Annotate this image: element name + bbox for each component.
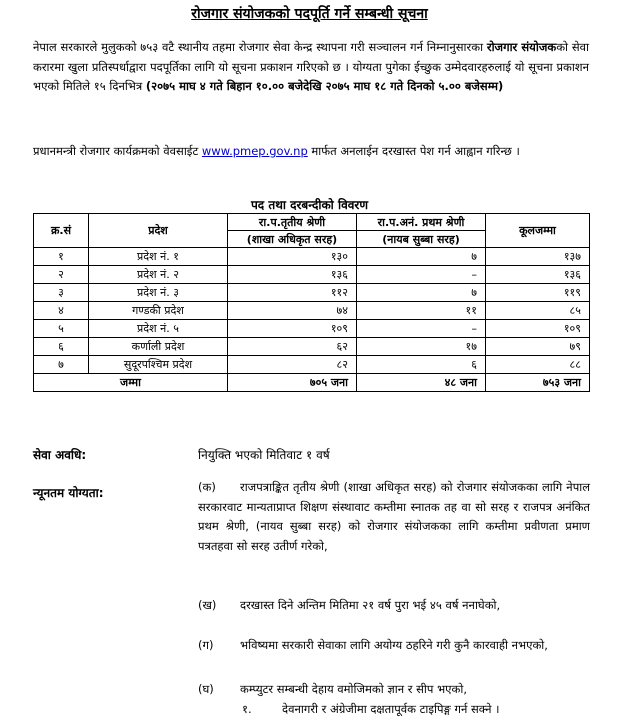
cell-nongaz: – (357, 320, 486, 338)
table-title: पद तथा दरबन्दीको विवरण (250, 198, 369, 212)
cell-third: १३६ (228, 266, 357, 284)
qualification-gha (198, 680, 590, 700)
cell-total: ८८ (486, 356, 590, 374)
cell-third: ११२ (228, 284, 357, 302)
table-row (34, 338, 590, 356)
marker-gha: (घ) (198, 682, 214, 696)
qualification-kha (198, 596, 590, 616)
text-gha: कम्प्युटर सम्बन्धी देहाय वमोजिमको ज्ञान र सीप भएको, (240, 682, 467, 696)
website-link[interactable]: www.pmep.gov.np (201, 144, 308, 158)
cell-province: प्रदेश नं. १ (89, 248, 228, 266)
cell-nongaz: ६ (357, 356, 486, 374)
qualification-ga (198, 636, 590, 656)
intro-bold-post: रोजगार संयोजक (486, 40, 557, 54)
apply-text-before: प्रधानमन्त्री रोजगार कार्यक्रमको वेवसाईट (33, 144, 202, 158)
posts-table (33, 213, 590, 392)
cell-total: ११९ (486, 284, 590, 302)
cell-third: ६२ (228, 338, 357, 356)
cell-third: १०९ (228, 320, 357, 338)
marker-kha: (ख) (198, 598, 217, 612)
header-province: प्रदेश (89, 214, 228, 248)
cell-nongaz: ७ (357, 248, 486, 266)
cell-province: प्रदेश नं. २ (89, 266, 228, 284)
service-duration-label: सेवा अवधि: (33, 448, 87, 462)
header-total: कूलजम्मा (486, 214, 590, 248)
cell-nongaz: ११ (357, 302, 486, 320)
total-third: ७०५ जना (228, 374, 357, 392)
marker-ga: (ग) (198, 638, 214, 652)
intro-text-2: को सेवा करारमा खुला प्रतिस्पर्धाद्वारा पदपूर्तिका लागि यो सूचना प्रकाशन गरिएको छ । योग्यता पुगेका ईच्छुक उम्मेदवारहरुलाई यो सूचना प्रकाशन भएको मितिले १५ दिनभित्र (33, 40, 589, 93)
cell-sn: ३ (34, 284, 89, 302)
table-row (34, 266, 590, 284)
header-sn: क्र.सं (34, 214, 89, 248)
cell-third: १३० (228, 248, 357, 266)
cell-total: ८५ (486, 302, 590, 320)
text-kha: दरखास्त दिने अन्तिम मितिमा २१ वर्ष पुरा भई ४५ वर्ष ननाघेको, (240, 598, 501, 612)
page-title: रोजगार संयोजकको पदपूर्ति गर्ने सम्बन्धी सूचना (191, 6, 428, 22)
header-third-class: रा.प.तृतीय श्रेणी (228, 214, 357, 231)
table-row (34, 248, 590, 266)
text-ka: राजपत्राङ्कित तृतीय श्रेणी (शाखा अधिकृत सरह) को रोजगार संयोजकका लागि नेपाल सरकारवाट मान्यताप्राप्त शिक्षण संस्थावाट कम्तीमा स्नातक तह वा सो सरह र राजपत्र अनंकित प्रथम श्रेणी, (नायव सुब्बा सरह) को रोजगार संयोजकका लागि कम्तीमा प्रवीणता प्रमाण पत्रतहवा सो सरह उतीर्ण गरेको, (198, 480, 590, 553)
total-all: ७५३ जना (486, 374, 590, 392)
cell-third: ८२ (228, 356, 357, 374)
marker-ka: (क) (198, 480, 216, 494)
apply-paragraph (33, 142, 589, 162)
cell-total: ७९ (486, 338, 590, 356)
header-nongazetted: रा.प.अनं. प्रथम श्रेणी (357, 214, 486, 231)
cell-province: गण्डकी प्रदेश (89, 302, 228, 320)
cell-province: सुदूरपश्चिम प्रदेश (89, 356, 228, 374)
cell-total: १०९ (486, 320, 590, 338)
cell-province: प्रदेश नं. ३ (89, 284, 228, 302)
cell-sn: १ (34, 248, 89, 266)
cell-sn: ४ (34, 302, 89, 320)
intro-bold-deadline: (२०७५ माघ ४ गते बिहान १०.०० बजेदेखि २०७५ माघ १८ गते दिनको ५.०० बजेसम्म) (145, 79, 504, 93)
total-nongaz: ४८ जना (357, 374, 486, 392)
cell-nongaz: ७ (357, 284, 486, 302)
cell-nongaz: १७ (357, 338, 486, 356)
table-row (34, 302, 590, 320)
cell-total: १३६ (486, 266, 590, 284)
cell-sn: ५ (34, 320, 89, 338)
cell-sn: २ (34, 266, 89, 284)
intro-text-1: नेपाल सरकारले मुलुकको ७५३ वटै स्थानीय तहमा रोजगार सेवा केन्द्र स्थापना गरी सञ्चालन गर्न निम्नानुसारका (33, 40, 487, 54)
table-row (34, 284, 590, 302)
cell-province: प्रदेश नं. ५ (89, 320, 228, 338)
cell-nongaz: – (357, 266, 486, 284)
sub-item-number: १. (242, 702, 252, 716)
cell-total: १३७ (486, 248, 590, 266)
sub-item-text: देवनागरी र अंग्रेजीमा दक्षतापूर्वक टाइपिङ्ग गर्न सक्ने । (282, 702, 500, 716)
table-row (34, 356, 590, 374)
table-row (34, 320, 590, 338)
qualification-label: न्यूनतम योग्यता: (33, 486, 104, 500)
text-ga: भविष्यमा सरकारी सेवाका लागि अयोग्य ठहरिने गरी कुनै कारवाही नभएको, (240, 638, 548, 652)
cell-province: कर्णाली प्रदेश (89, 338, 228, 356)
table-header-row-1 (34, 214, 590, 231)
intro-paragraph (33, 38, 589, 97)
apply-text-after: मार्फत अनलाईन दरखास्त पेश गर्न आह्वान गरिन्छ । (307, 144, 520, 158)
computer-skill-item (242, 702, 499, 717)
header-third-class-sub: (शाखा अधिकृत सरह) (228, 231, 357, 248)
total-label: जम्मा (34, 374, 228, 392)
cell-sn: ७ (34, 356, 89, 374)
cell-sn: ६ (34, 338, 89, 356)
service-duration-value: नियुक्ति भएको मितिवाट १ वर्ष (198, 448, 330, 462)
header-nongazetted-sub: (नायब सुब्बा सरह) (357, 231, 486, 248)
table-total-row (34, 374, 590, 392)
cell-third: ७४ (228, 302, 357, 320)
qualification-ka (198, 478, 590, 556)
